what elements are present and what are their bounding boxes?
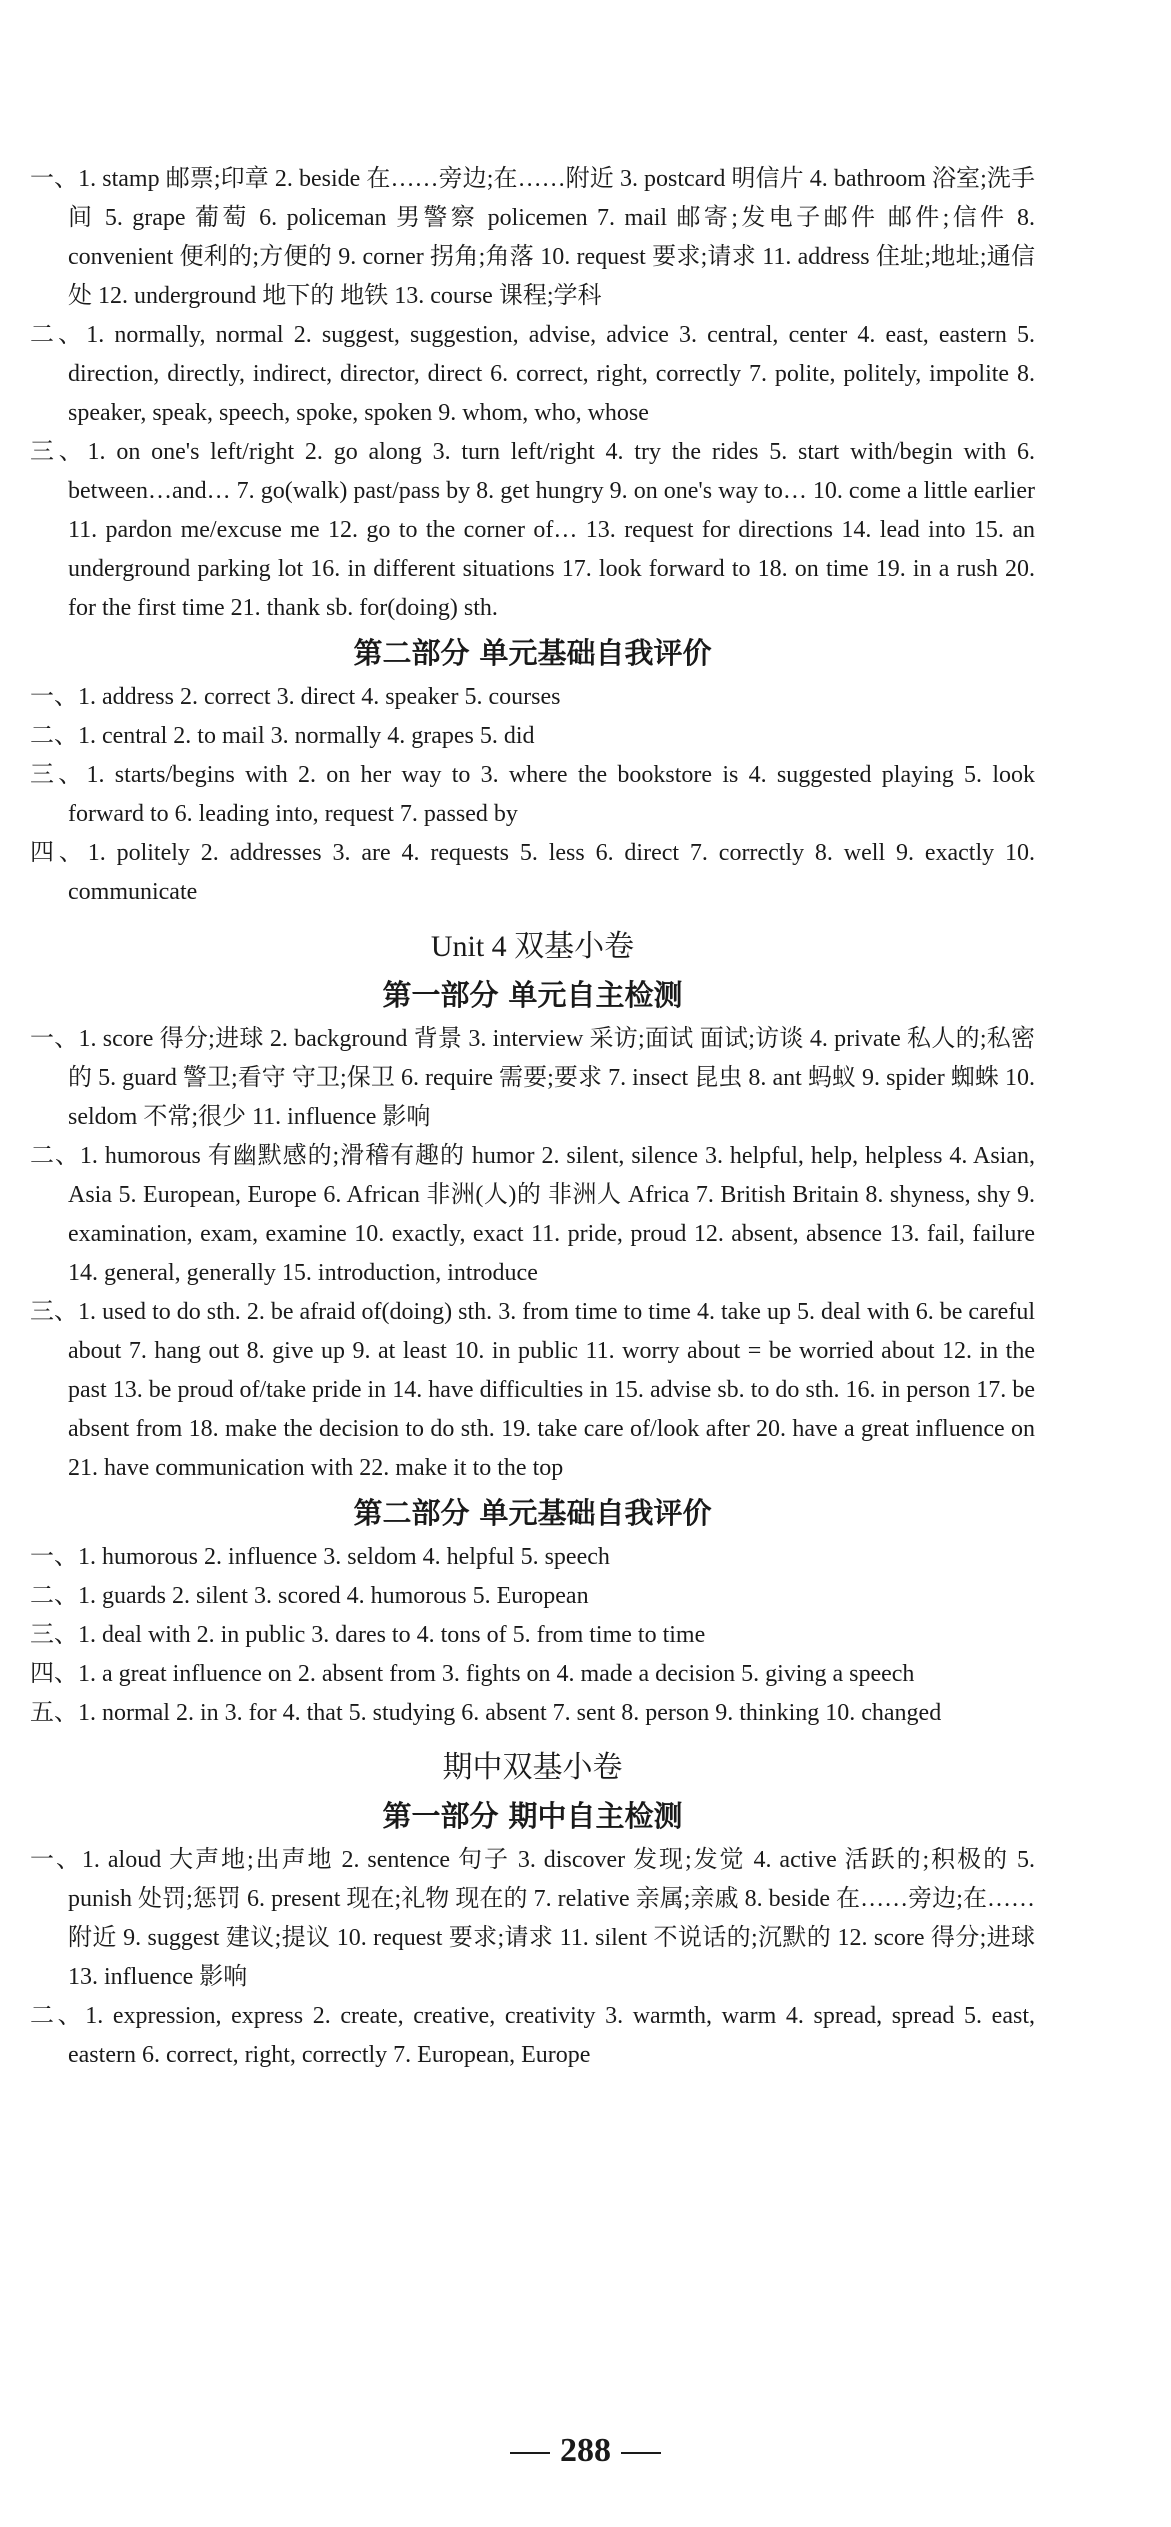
unit3-eval-section-1: 一、1. address 2. correct 3. direct 4. speaker 5. courses: [30, 684, 561, 710]
unit4-eval-section-5: 五、1. normal 2. in 3. for 4. that 5. studying 6. absent 7. sent 8. person 9. thinking 10. changed: [30, 1700, 942, 1726]
page-number-value: 288: [560, 2432, 611, 2469]
unit3-eval-section-2: 二、1. central 2. to mail 3. normally 4. grapes 5. did: [30, 723, 535, 749]
part2-heading-unit4: 第二部分 单元基础自我评价: [353, 1496, 712, 1530]
part1-heading-unit4: 第一部分 单元自主检测: [382, 978, 683, 1012]
unit4-title: Unit 4 双基小卷: [430, 930, 635, 963]
unit4-eval-section-2: 二、1. guards 2. silent 3. scored 4. humorous 5. European: [30, 1583, 589, 1609]
unit4-vocab-section-1: 一、1. score 得分;进球 2. background 背景 3. interview 采访;面试 面试;访谈 4. private 私人的;私密的 5. guard 警卫;看守 守卫;保卫 6. require 需要;要求 7. insect 昆虫 8. ant 蚂蚁 9. spider 蜘蛛 10. seldom 不常;很少 11. influence 影响: [30, 1026, 1035, 1130]
unit3-eval-section-3: 三、1. starts/begins with 2. on her way to 3. where the bookstore is 4. suggested playing 5. look forward to 6. leading into, request 7. passed by: [30, 762, 1035, 827]
unit3-vocab-section-1: 一、1. stamp 邮票;印章 2. beside 在……旁边;在……附近 3. postcard 明信片 4. bathroom 浴室;洗手间 5. grape 葡萄 6. policeman 男警察 policemen 7. mail 邮寄;发电子邮件 邮件;信件 8. convenient 便利的;方便的 9. corner 拐角;角落 10. request 要求;请求 11. address 住址;地址;通信处 12. underground 地下的 地铁 13. course 课程;学科: [30, 166, 1035, 309]
unit4-eval-section-1: 一、1. humorous 2. influence 3. seldom 4. helpful 5. speech: [30, 1544, 610, 1570]
unit3-eval-section-4: 四、1. politely 2. addresses 3. are 4. requests 5. less 6. direct 7. correctly 8. well 9. exactly 10. communicate: [30, 840, 1035, 905]
unit4-eval-section-3: 三、1. deal with 2. in public 3. dares to 4. tons of 5. from time to time: [30, 1622, 706, 1648]
midterm-vocab-section-2: 二、1. expression, express 2. create, creative, creativity 3. warmth, warm 4. spread, spread 5. east, eastern 6. correct, right, correctly 7. European, Europe: [30, 2003, 1035, 2068]
part1-heading-midterm: 第一部分 期中自主检测: [382, 1799, 683, 1833]
midterm-title: 期中双基小卷: [442, 1751, 623, 1784]
part2-heading-unit3: 第二部分 单元基础自我评价: [353, 636, 712, 670]
unit4-eval-section-4: 四、1. a great influence on 2. absent from 3. fights on 4. made a decision 5. giving a speech: [30, 1661, 915, 1687]
unit3-vocab-section-2: 二、1. normally, normal 2. suggest, suggestion, advise, advice 3. central, center 4. east, eastern 5. direction, directly, indirect, director, direct 6. correct, right, correctly 7. polite, politely, impolite 8. speaker, speak, speech, spoke, spoken 9. whom, who, whose: [30, 322, 1035, 426]
midterm-vocab-section-1: 一、1. aloud 大声地;出声地 2. sentence 句子 3. discover 发现;发觉 4. active 活跃的;积极的 5. punish 处罚;惩罚 6. present 现在;礼物 现在的 7. relative 亲属;亲戚 8. beside 在……旁边;在……附近 9. suggest 建议;提议 10. request 要求;请求 11. silent 不说话的;沉默的 12. score 得分;进球 13. influence 影响: [30, 1847, 1035, 1990]
unit3-vocab-section-3: 三、1. on one's left/right 2. go along 3. turn left/right 4. try the rides 5. start with/begin with 6. between…and… 7. go(walk) past/pass by 8. get hungry 9. on one's way to… 10. come a little earlier 11. pardon me/excuse me 12. go to the corner of… 13. request for directions 14. lead into 15. an underground parking lot 16. in different situations 17. look forward to 18. on time 19. in a rush 20. for the first time 21. thank sb. for(doing) sth.: [30, 439, 1035, 621]
page-number-left-dash: [510, 2452, 550, 2454]
page-number-right-dash: [621, 2452, 661, 2454]
unit4-vocab-section-2: 二、1. humorous 有幽默感的;滑稽有趣的 humor 2. silent, silence 3. helpful, help, helpless 4. Asian, Asia 5. European, Europe 6. African 非洲(人)的 非洲人 Africa 7. British Britain 8. shyness, shy 9. examination, exam, examine 10. exactly, exact 11. pride, proud 12. absent, absence 13. fail, failure 14. general, generally 15. introduction, introduce: [30, 1143, 1035, 1286]
answer-page: [30, 160, 1035, 2075]
unit4-vocab-section-3: 三、1. used to do sth. 2. be afraid of(doing) sth. 3. from time to time 4. take up 5. deal with 6. be careful about 7. hang out 8. give up 9. at least 10. in public 11. worry about = be worried about 12. in the past 13. be proud of/take pride in 14. have difficulties in 15. advise sb. to do sth. 16. in person 17. be absent from 18. make the decision to do sth. 19. take care of/look after 20. have a great influence on 21. have communication with 22. make it to the top: [30, 1299, 1035, 1481]
page-number: [0, 2432, 1171, 2470]
